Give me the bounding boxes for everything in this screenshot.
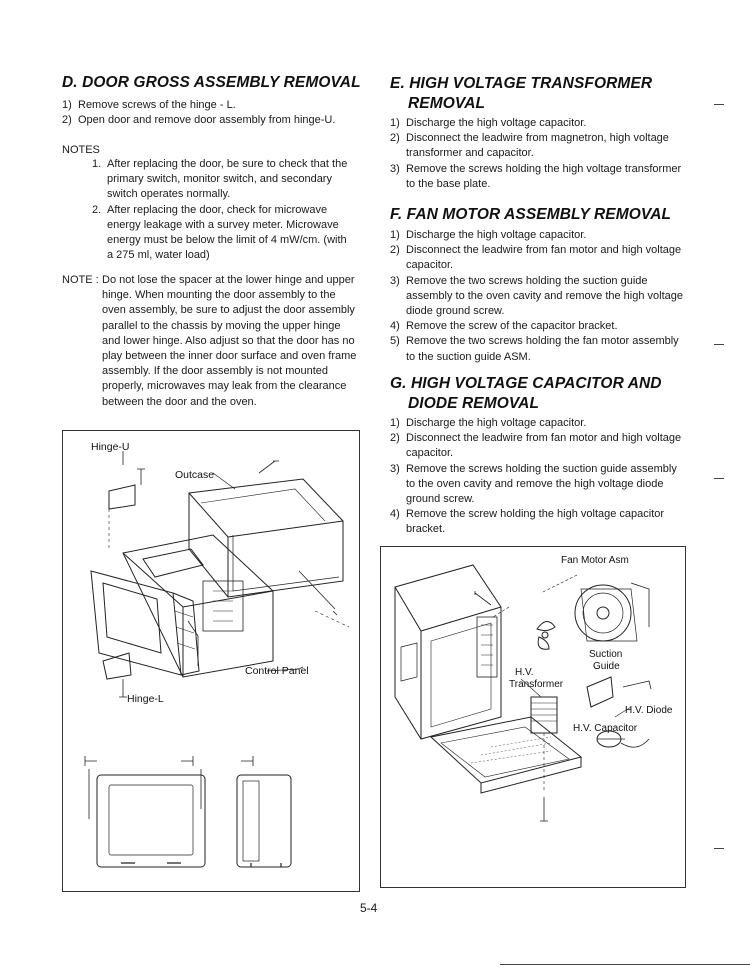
hv-capacitor-label: H.V. Capacitor bbox=[573, 723, 638, 734]
step-item: 1) Discharge the high voltage capacitor. bbox=[390, 417, 587, 429]
suction-label: Suction bbox=[589, 649, 623, 660]
section-g-title-line2: DIODE REMOVAL bbox=[408, 395, 540, 412]
step-item: 4) Remove the screw holding the high voltage capacitor bracket. bbox=[390, 508, 665, 536]
hv-label: H.V. bbox=[515, 667, 534, 678]
margin-mark bbox=[714, 848, 724, 849]
fan-motor-asm-label: Fan Motor Asm bbox=[561, 555, 629, 566]
page-number: 5-4 bbox=[360, 901, 378, 915]
hinge-u-label: Hinge-U bbox=[91, 441, 130, 453]
note-item: 2. After replacing the door, check for microwave energy leakage with a survey meter. Microwave energy must be below the limit of 4 mW/cm. (with a 275 ml, water load) bbox=[92, 203, 347, 262]
hv-components-drawing bbox=[381, 547, 685, 887]
margin-mark bbox=[714, 478, 724, 479]
step-item: 2) Open door and remove door assembly from hinge-U. bbox=[62, 114, 336, 127]
step-item: 3) Remove the screws holding the high voltage transformer to the base plate. bbox=[390, 162, 682, 190]
step-item: 4) Remove the screw of the capacitor bracket. bbox=[390, 320, 618, 333]
section-e-title-line2: REMOVAL bbox=[408, 95, 486, 112]
section-f-title: F. FAN MOTOR ASSEMBLY REMOVAL bbox=[390, 206, 672, 223]
note-item: 1. After replacing the door, be sure to check that the primary switch, monitor switch, and secondary switch operates normally. bbox=[92, 158, 348, 201]
step-item: 2) Disconnect the leadwire from magnetron, high voltage transformer and capacitor. bbox=[390, 132, 669, 160]
transformer-label: Transformer bbox=[509, 679, 564, 690]
step-item: 2) Disconnect the leadwire from fan motor and high voltage capacitor. bbox=[390, 244, 682, 272]
margin-mark bbox=[714, 104, 724, 105]
section-d-title: D. DOOR GROSS ASSEMBLY REMOVAL bbox=[62, 74, 361, 91]
section-g-title-line1: G. HIGH VOLTAGE CAPACITOR AND bbox=[390, 375, 662, 392]
section-e-title-line1: E. HIGH VOLTAGE TRANSFORMER bbox=[390, 75, 653, 92]
step-item: 1) Discharge the high voltage capacitor. bbox=[390, 117, 587, 129]
door-assembly-figure bbox=[62, 430, 360, 892]
note-text: Do not lose the spacer at the lower hinge and upper hinge. When mounting the door assembly to the oven assembly, be sure to adjust the door assembly parallel to the chassis by moving the upper hinge and lower hinge. Also adjust so that the door has no play between the inner door surface and oven frame assembly. If the door assembly is not mounted properly, microwaves may leak from the clearance between the door and the oven. bbox=[102, 274, 357, 408]
section-e-steps bbox=[390, 116, 688, 192]
step-item: 1) Discharge the high voltage capacitor. bbox=[390, 229, 587, 241]
bottom-rule bbox=[500, 964, 750, 965]
section-g-steps bbox=[390, 416, 688, 538]
note-label: NOTE : bbox=[62, 274, 99, 286]
section-f-steps bbox=[390, 228, 688, 365]
hinge-l-label: Hinge-L bbox=[127, 693, 164, 705]
door-assembly-drawing bbox=[63, 431, 359, 891]
margin-mark bbox=[714, 344, 724, 345]
step-item: 1) Remove screws of the hinge - L. bbox=[62, 99, 236, 111]
step-item: 5) Remove the two screws holding the fan motor assembly to the suction guide ASM. bbox=[390, 335, 679, 363]
step-item: 3) Remove the screws holding the suction guide assembly to the oven cavity and remove the high voltage diode ground screw. bbox=[390, 462, 677, 506]
step-item: 3) Remove the two screws holding the suction guide assembly to the oven cavity and remove the high voltage diode ground screw. bbox=[390, 274, 683, 318]
hv-diode-label: H.V. Diode bbox=[625, 705, 673, 716]
notes-heading: NOTES bbox=[62, 144, 100, 156]
step-item: 2) Disconnect the leadwire from fan motor and high voltage capacitor. bbox=[390, 432, 682, 460]
outcase-label: Outcase bbox=[175, 469, 215, 481]
hv-components-figure bbox=[380, 546, 686, 888]
guide-label: Guide bbox=[593, 661, 620, 672]
notes-list bbox=[92, 157, 354, 263]
section-d-steps bbox=[62, 98, 362, 128]
control-panel-label: Control Panel bbox=[245, 665, 309, 677]
